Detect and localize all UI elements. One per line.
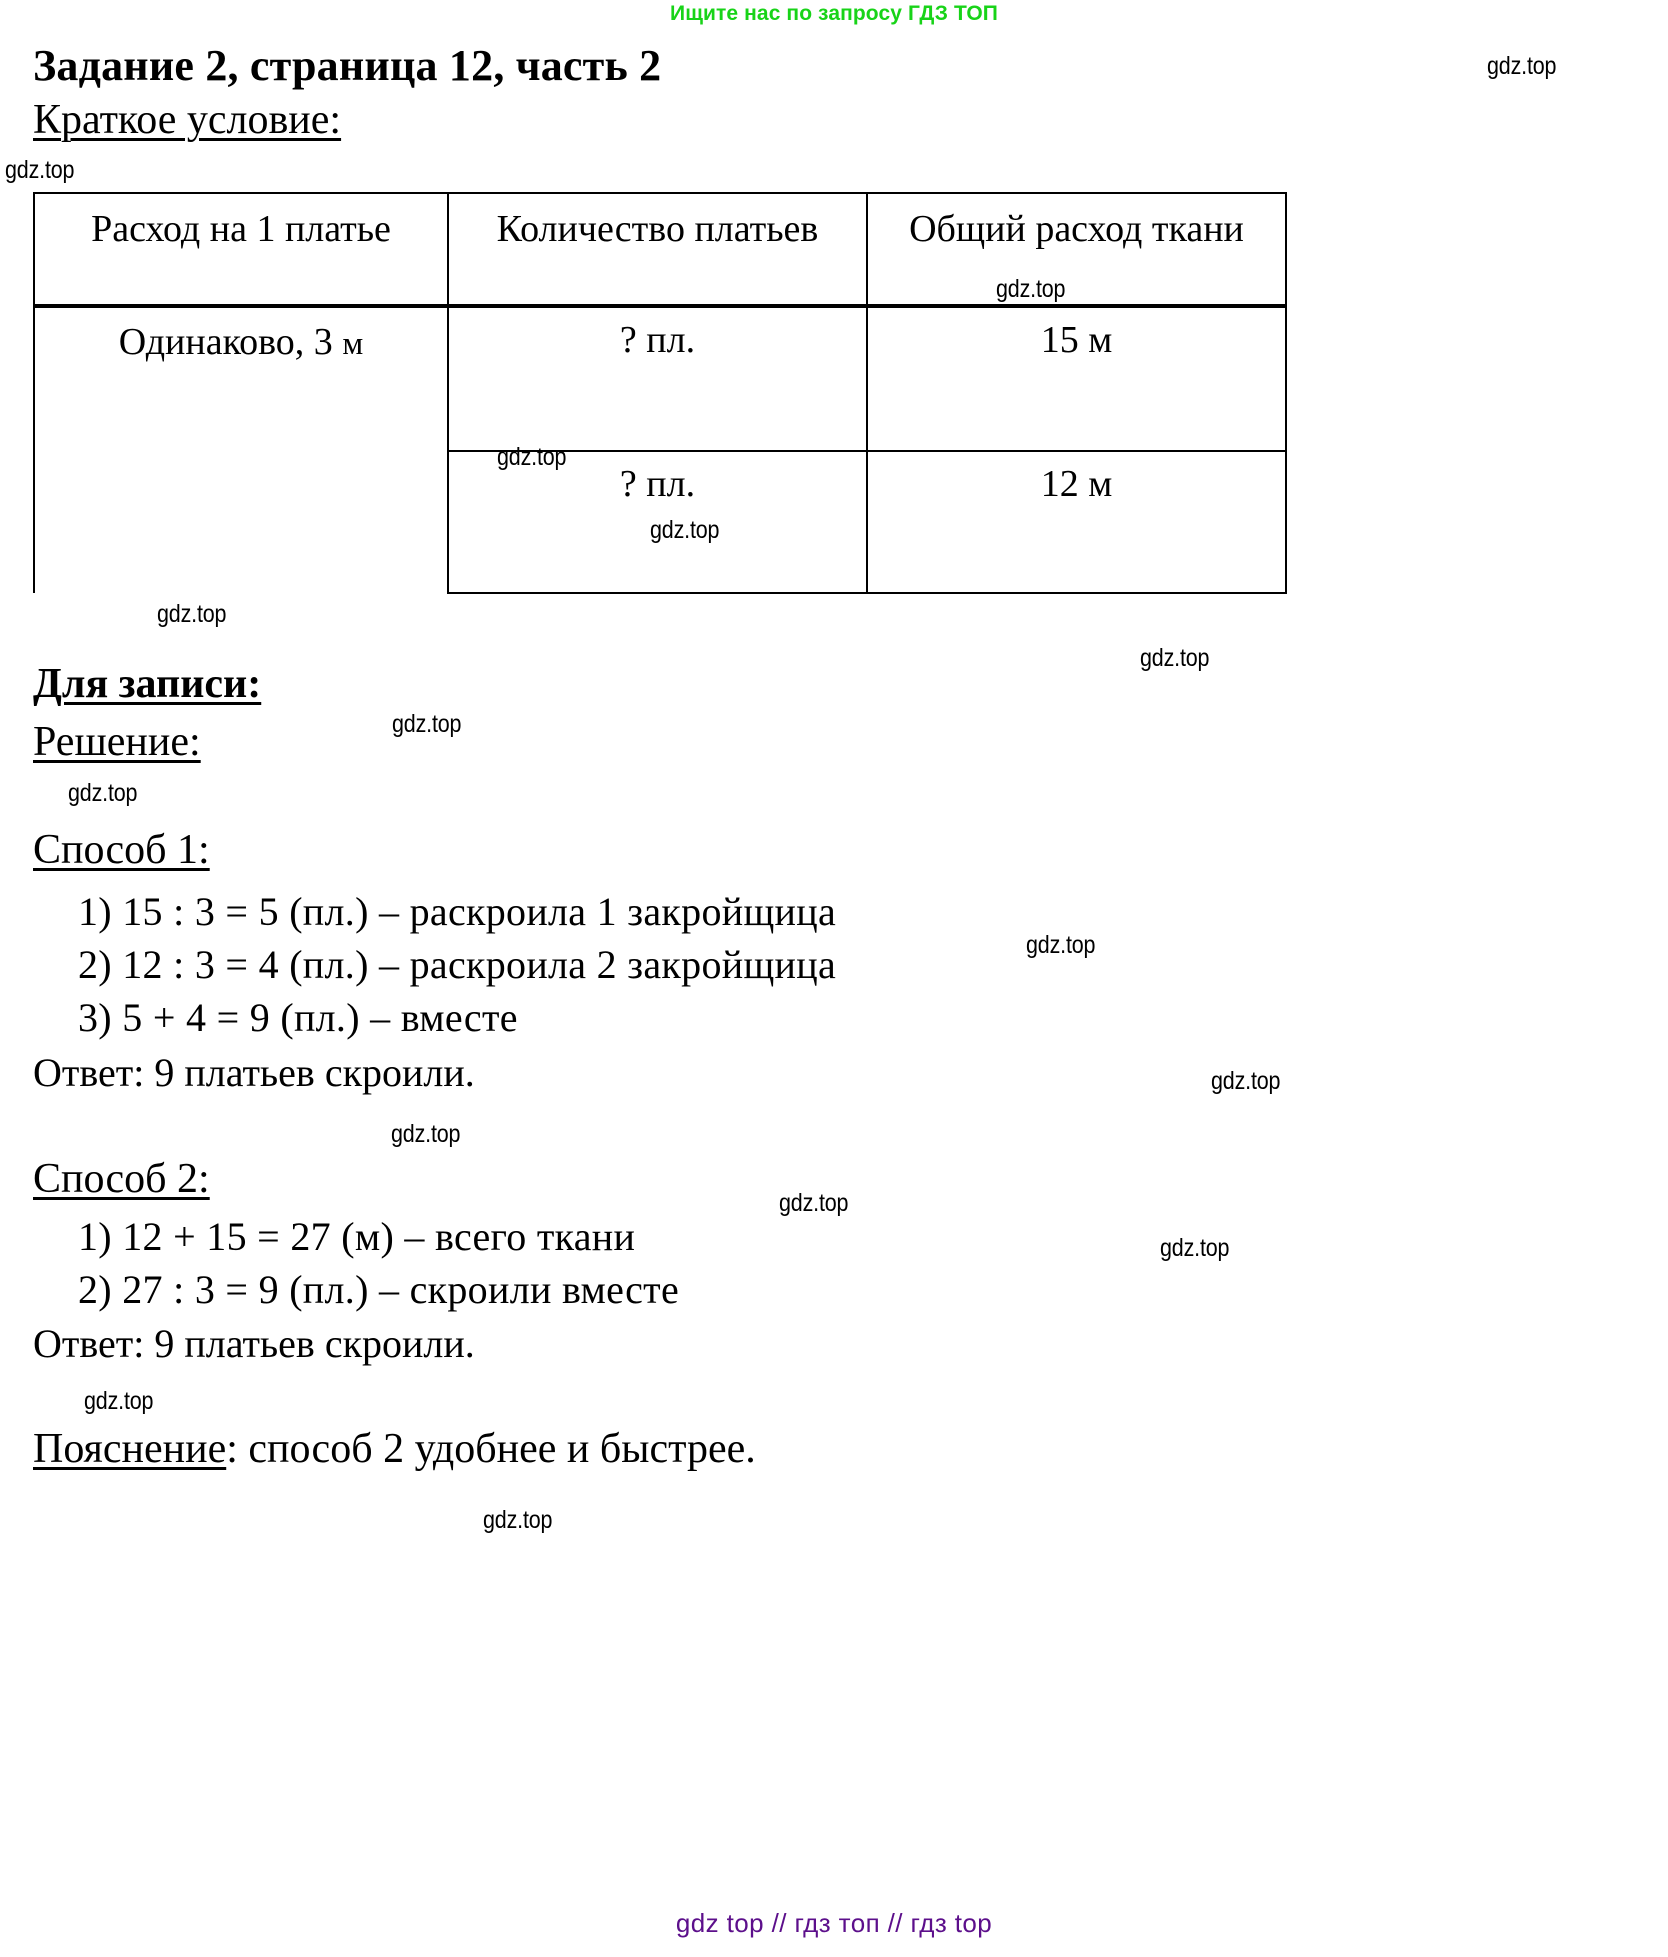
brief-condition-heading: Краткое условие: (33, 97, 342, 143)
method-2-step: 1) 12 + 15 = 27 (м) – всего ткани (78, 1214, 636, 1259)
rate-unit: м (342, 326, 364, 362)
watermark: gdz.top (68, 779, 138, 807)
watermark: gdz.top (650, 516, 720, 544)
table-header-cell-rate: Расход на 1 платье (34, 193, 448, 306)
method-1-answer: Ответ: 9 платьев скроили. (33, 1050, 475, 1095)
page-title: Задание 2, страница 12, часть 2 (33, 41, 662, 90)
method-1-heading: Способ 1: (33, 827, 210, 873)
table-cell-quantity: ? пл. (448, 306, 867, 451)
method-2-answer: Ответ: 9 платьев скроили. (33, 1321, 475, 1366)
watermark: gdz.top (1211, 1067, 1281, 1095)
watermark: gdz.top (157, 600, 227, 628)
table-row (34, 306, 1286, 451)
watermark: gdz.top (5, 156, 75, 184)
table-cell-total: 12 м (867, 451, 1286, 593)
method-2-heading: Способ 2: (33, 1156, 210, 1202)
method-1-step: 1) 15 : 3 = 5 (пл.) – раскроила 1 закройщица (78, 889, 837, 934)
rate-value: Одинаково, 3 (118, 321, 333, 363)
watermark: gdz.top (84, 1387, 154, 1415)
method-2-step: 2) 27 : 3 = 9 (пл.) – скроили вместе (78, 1267, 680, 1312)
watermark: gdz.top (391, 1120, 461, 1148)
explanation-label: Пояснение (33, 1426, 227, 1472)
method-1-step: 2) 12 : 3 = 4 (пл.) – раскроила 2 закройщица (78, 942, 837, 987)
watermark: gdz.top (779, 1189, 849, 1217)
watermark: gdz.top (1487, 52, 1557, 80)
site-footer: gdz top // гдз топ // гдз top (675, 1908, 993, 1938)
table-header-cell-quantity: Количество платьев (448, 193, 867, 306)
watermark: gdz.top (392, 710, 462, 738)
table-header-cell-total: Общий расход ткани (867, 193, 1286, 306)
solution-heading: Решение: (33, 719, 201, 765)
for-record-heading: Для записи: (33, 661, 262, 707)
watermark: gdz.top (1140, 644, 1210, 672)
watermark: gdz.top (1160, 1234, 1230, 1262)
explanation-text: : способ 2 удобнее и быстрее. (226, 1426, 756, 1472)
table-cell-rate (34, 306, 448, 593)
table-header-row (34, 193, 1286, 306)
table-cell-total: 15 м (867, 306, 1286, 451)
table-cell-quantity: ? пл. (448, 451, 867, 593)
watermark: gdz.top (996, 275, 1066, 303)
method-1-step: 3) 5 + 4 = 9 (пл.) – вместе (78, 995, 518, 1040)
watermark: gdz.top (483, 1506, 553, 1534)
watermark: gdz.top (497, 443, 567, 471)
promo-banner: Ищите нас по запросу ГДЗ ТОП (670, 2, 998, 25)
explanation-row (33, 1425, 756, 1473)
watermark: gdz.top (1026, 931, 1096, 959)
